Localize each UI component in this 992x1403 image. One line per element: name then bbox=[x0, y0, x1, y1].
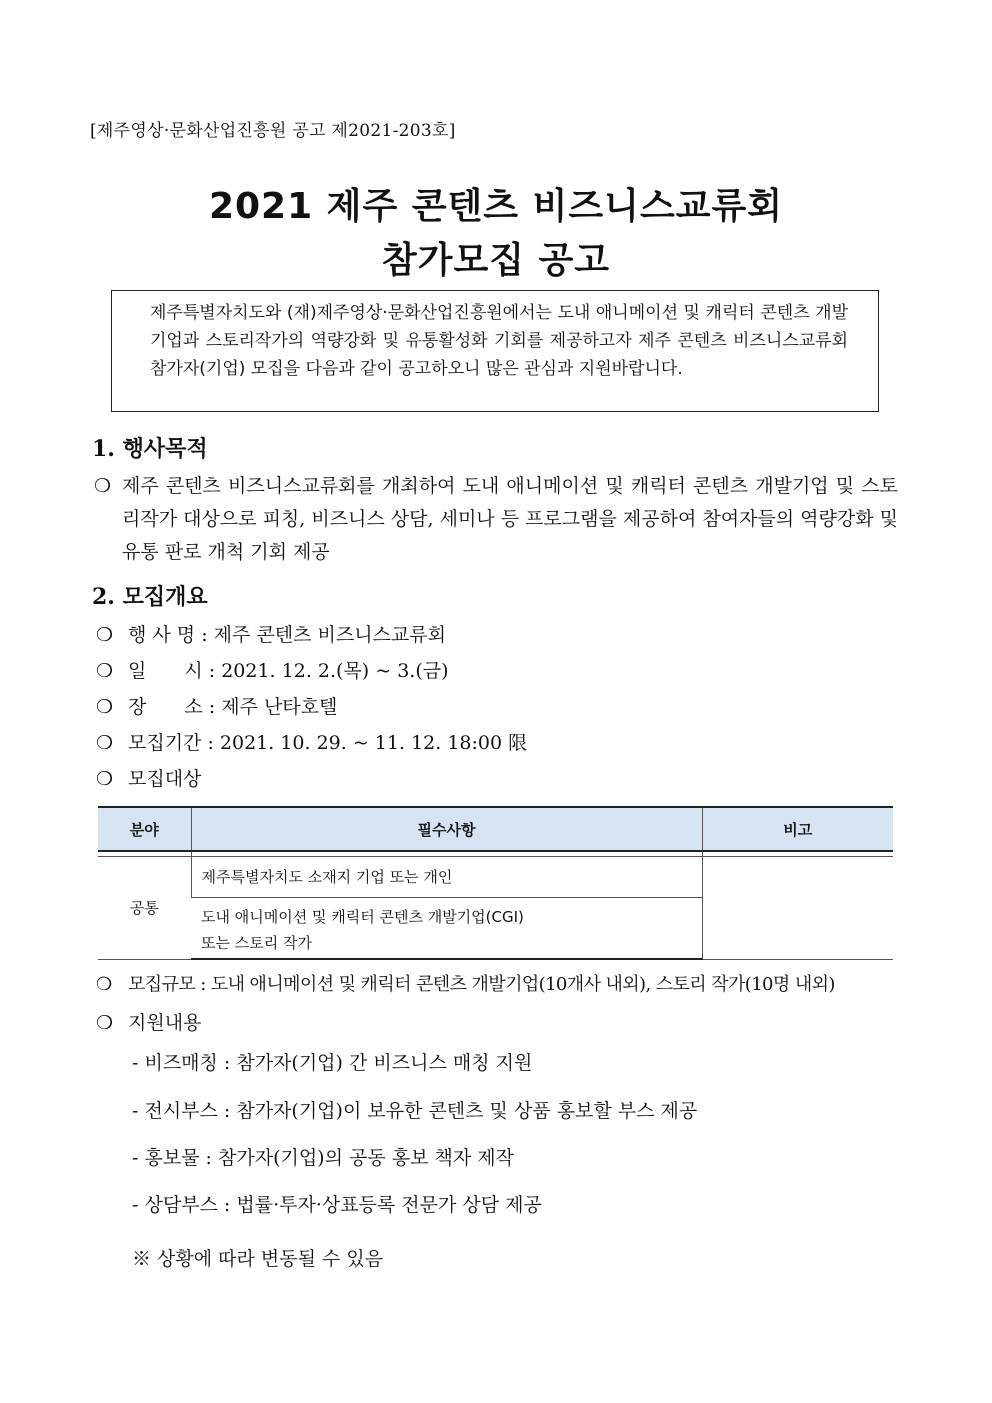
bullet-icon: ❍ bbox=[96, 974, 112, 995]
section-heading-purpose: 1. 행사목적 bbox=[92, 436, 208, 462]
bullet-icon: ❍ bbox=[96, 624, 114, 646]
page-title: 2021 제주 콘텐츠 비즈니스교류회 bbox=[208, 186, 784, 227]
item-value: 제주 콘텐츠 비즈니스교류회 bbox=[213, 624, 446, 646]
table-cell-line: 도내 애니메이션 및 캐릭터 콘텐츠 개발기업(CGI) bbox=[201, 908, 524, 926]
list-item bbox=[96, 764, 201, 791]
note-text: ※ 상황에 따라 변동될 수 있음 bbox=[132, 1248, 384, 1270]
bullet-icon: ❍ bbox=[96, 696, 114, 718]
table-row bbox=[98, 857, 893, 898]
support-item: - 홍보물 : 참가자(기업)의 공동 홍보 책자 제작 bbox=[132, 1147, 514, 1169]
table-header: 분야 bbox=[98, 807, 191, 851]
table-cell-category: 공통 bbox=[98, 857, 191, 960]
item-label: 행 사 명 bbox=[128, 624, 196, 646]
table-header-row bbox=[98, 807, 893, 851]
item-label: 장 소 bbox=[128, 696, 203, 718]
item-label: 지원내용 bbox=[128, 1012, 202, 1034]
bullet-icon: ❍ bbox=[94, 475, 112, 497]
bullet-icon: ❍ bbox=[96, 660, 114, 682]
list-item: ❍ 모집기간 : 2021. 10. 29. ~ 11. 12. 18:00 限 bbox=[96, 728, 527, 755]
item-value: 2021. 12. 2.(목) ~ 3.(금) bbox=[221, 660, 449, 682]
support-item: - 전시부스 : 참가자(기업)이 보유한 콘텐츠 및 상품 홍보할 부스 제공 bbox=[132, 1100, 698, 1122]
scale-text: 모집규모 : 도내 애니메이션 및 캐릭터 콘텐츠 개발기업(10개사 내외), 스토리 작가(10명 내외) bbox=[128, 974, 835, 995]
intro-text: 제주특별자치도와 (재)제주영상·문화산업진흥원에서는 도내 애니메이션 및 캐릭터 콘텐츠 개발기업과 스토리작가의 역량강화 및 유통활성화 기회를 제공하고자 제주 콘텐츠 비즈니스교류회 참가자(기업) 모집을 다음과 같이 공고하오니 많은 관심과 지원바랍니다. bbox=[150, 303, 848, 379]
support-item: - 상담부스 : 법률·투자·상표등록 전문가 상담 제공 bbox=[132, 1194, 542, 1216]
notice-number: [제주영상·문화산업진흥원 공고 제2021-203호] bbox=[90, 121, 456, 141]
list-item: ❍ 행 사 명 : 제주 콘텐츠 비즈니스교류회 bbox=[96, 620, 446, 647]
purpose-text: 제주 콘텐츠 비즈니스교류회를 개최하여 도내 애니메이션 및 캐릭터 콘텐츠 개발기업 및 스토리작가 대상으로 피칭, 비즈니스 상담, 세미나 등 프로그램을 제공하여 참여자들의 역량강화 및 유통 판로 개척 기회 제공 bbox=[122, 475, 898, 563]
list-item bbox=[96, 1008, 201, 1035]
intro-box bbox=[111, 290, 879, 412]
item-value: 제주 난타호텔 bbox=[221, 696, 338, 718]
bullet-icon: ❍ bbox=[96, 768, 114, 790]
table-cell bbox=[191, 898, 702, 960]
list-item bbox=[96, 970, 835, 996]
table-header: 필수사항 bbox=[191, 807, 702, 851]
item-label: 모집대상 bbox=[128, 768, 202, 790]
target-table bbox=[98, 806, 893, 960]
item-label: 일 시 bbox=[128, 660, 203, 682]
table-header: 비고 bbox=[702, 807, 893, 851]
support-item: - 비즈매칭 : 참가자(기업) 간 비즈니스 매칭 지원 bbox=[132, 1052, 533, 1074]
list-item: ❍ 장 소 : 제주 난타호텔 bbox=[96, 692, 337, 719]
list-item: ❍ 일 시 : 2021. 12. 2.(목) ~ 3.(금) bbox=[96, 656, 449, 683]
bullet-icon: ❍ bbox=[96, 732, 114, 754]
item-label: 모집기간 bbox=[128, 732, 202, 754]
section-heading-overview: 2. 모집개요 bbox=[92, 584, 208, 610]
purpose-paragraph bbox=[92, 470, 898, 569]
table-cell-line: 또는 스토리 작가 bbox=[201, 934, 312, 952]
item-value: 2021. 10. 29. ~ 11. 12. 18:00 限 bbox=[219, 732, 528, 754]
table-cell: 제주특별자치도 소재지 기업 또는 개인 bbox=[191, 857, 702, 898]
bullet-icon: ❍ bbox=[96, 1012, 114, 1034]
page-subtitle: 참가모집 공고 bbox=[381, 240, 611, 281]
table-cell-remark bbox=[702, 857, 893, 960]
